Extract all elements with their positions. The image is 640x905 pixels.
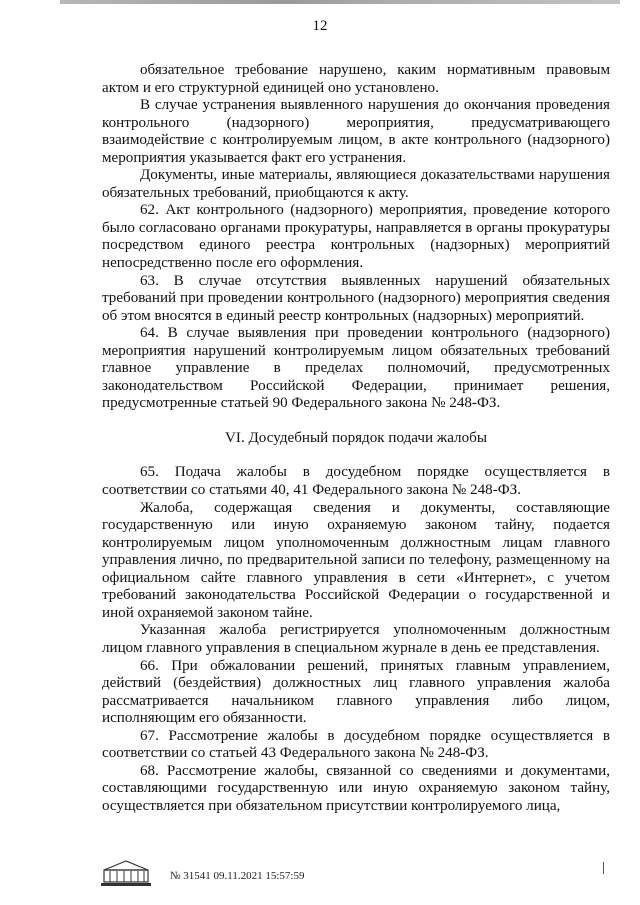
paragraph: Указанная жалоба регистрируется уполномоченным должностным лицом главного управления в специальном журнале в день ее представления. <box>102 622 610 656</box>
paragraph-66: 66. При обжаловании решений, принятых главным управлением, действий (бездействия) должностных лиц главного управления жалоба рассматривается начальником главного управления либо лицом, исполняющим его обязанности. <box>102 657 610 727</box>
document-body <box>102 62 610 815</box>
paragraph: Жалоба, содержащая сведения и документы, составляющие государственную или иную охраняемую законом тайну, подается контролируемым лицом уполномоченным должностным лицам главного управления лично, по предварительной записи по телефону, размещенному на официальном сайте главного управления в сети «Интернет», с учетом требований законодательства Российской Федерации о государственной и иной охраняемой законом тайне. <box>102 499 610 621</box>
paragraph-68: 68. Рассмотрение жалобы, связанной со сведениями и документами, составляющими государственную или иную охраняемую законом тайну, осуществляется при обязательном присутствии контролируемого лица, <box>102 762 610 814</box>
paragraph-62: 62. Акт контрольного (надзорного) мероприятия, проведение которого было согласовано органами прокуратуры, направляется в органы прокуратуры посредством единого реестра контрольных (надзорных) мероприятий непосредственно после его оформления. <box>102 202 610 272</box>
paragraph-64: 64. В случае выявления при проведении контрольного (надзорного) мероприятия нарушений контролируемым лицом обязательных требований главное управление в пределах полномочий, предусмотренных законодательством Российской Федерации, принимает решения, предусмотренные статьей 90 Федерального закона № 248-ФЗ. <box>102 325 610 412</box>
page-number: 12 <box>312 18 328 34</box>
paragraph-63: 63. В случае отсутствия выявленных нарушений обязательных требований при проведении контрольного (надзорного) мероприятия сведения об этом вносятся в единый реестр контрольных (надзорных) мероприятий. <box>102 272 610 324</box>
section-heading: VI. Досудебный порядок подачи жалобы <box>225 429 487 446</box>
paragraph-67: 67. Рассмотрение жалобы в досудебном порядке осуществляется в соответствии со статьей 43 Федерального закона № 248-ФЗ. <box>102 727 610 762</box>
paragraph-65: 65. Подача жалобы в досудебном порядке осуществляется в соответствии со статьями 40, 41 Федерального закона № 248-ФЗ. <box>102 464 610 499</box>
paragraph: В случае устранения выявленного нарушения до окончания проведения контрольного (надзорного) мероприятия, предусматривающего взаимодействие с контролируемым лицом, в акте контрольного (надзорного) мероприятия указывается факт его устранения. <box>102 97 610 166</box>
scan-top-edge <box>60 0 620 4</box>
document-registration-stamp: № 31541 09.11.2021 15:57:59 <box>170 870 305 882</box>
paragraph: Документы, иные материалы, являющиеся доказательствами нарушения обязательных требований, приобщаются к акту. <box>102 167 610 201</box>
page-footer <box>98 856 618 892</box>
building-logo-icon <box>98 858 154 888</box>
scan-mark <box>603 862 604 874</box>
paragraph: обязательное требование нарушено, каким нормативным правовым актом и его структурной единицей оно установлено. <box>102 62 610 96</box>
